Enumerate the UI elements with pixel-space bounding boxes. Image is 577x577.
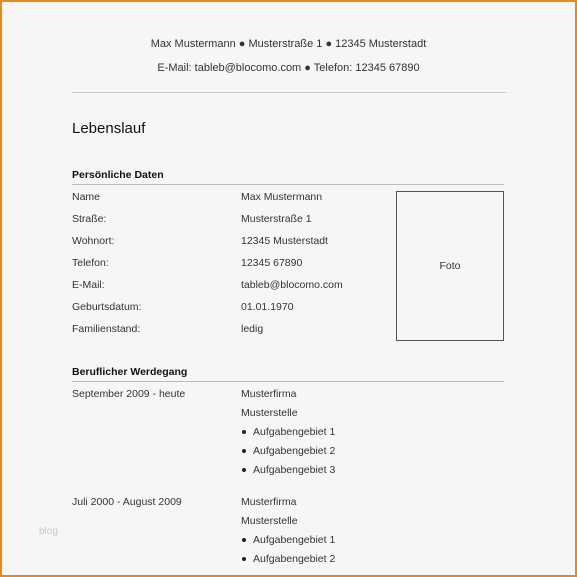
section-divider-personal: [72, 184, 504, 185]
field-value: ledig: [241, 323, 264, 335]
header-address-line: Max Mustermann ● Musterstraße 1 ● 12345 Musterstadt: [150, 38, 427, 50]
career-details: [241, 388, 335, 483]
career-task: Aufgabengebiet 2: [241, 445, 335, 464]
career-period: September 2009 - heute: [72, 388, 186, 400]
field-label: Familienstand:: [72, 323, 141, 335]
career-task: Aufgabengebiet 1: [241, 534, 335, 553]
career-company: Musterfirma: [241, 496, 297, 508]
career-task: Aufgabengebiet 2: [241, 553, 335, 572]
field-label: Wohnort:: [72, 235, 115, 247]
field-label: Straße:: [72, 213, 107, 225]
career-task: Aufgabengebiet 1: [241, 426, 335, 445]
photo-placeholder: [396, 191, 504, 341]
section-divider-career: [72, 381, 504, 382]
field-label: E-Mail:: [72, 279, 105, 291]
career-position: Musterstelle: [241, 407, 298, 419]
photo-label: Foto: [439, 260, 461, 272]
field-value: Max Mustermann: [241, 191, 323, 203]
career-details: [241, 496, 335, 572]
field-label: Telefon:: [72, 257, 109, 269]
field-value: 12345 67890: [241, 257, 303, 269]
field-label: Geburtsdatum:: [72, 301, 142, 313]
career-period: Juli 2000 - August 2009: [72, 496, 182, 508]
header-divider: [72, 92, 506, 93]
career-company: Musterfirma: [241, 388, 297, 400]
field-value: tableb@blocomo.com: [241, 279, 343, 291]
section-title-career: Beruflicher Werdegang: [72, 366, 188, 378]
career-position: Musterstelle: [241, 515, 298, 527]
header-contact-line: E-Mail: tableb@blocomo.com ● Telefon: 12345 67890: [157, 62, 420, 74]
field-value: Musterstraße 1: [241, 213, 312, 225]
field-value: 01.01.1970: [241, 301, 294, 313]
document-title: Lebenslauf: [72, 120, 146, 137]
field-label: Name: [72, 191, 101, 203]
career-task: Aufgabengebiet 3: [241, 464, 335, 483]
watermark: blog: [39, 526, 58, 537]
section-title-personal: Persönliche Daten: [72, 169, 164, 181]
field-value: 12345 Musterstadt: [241, 235, 328, 247]
